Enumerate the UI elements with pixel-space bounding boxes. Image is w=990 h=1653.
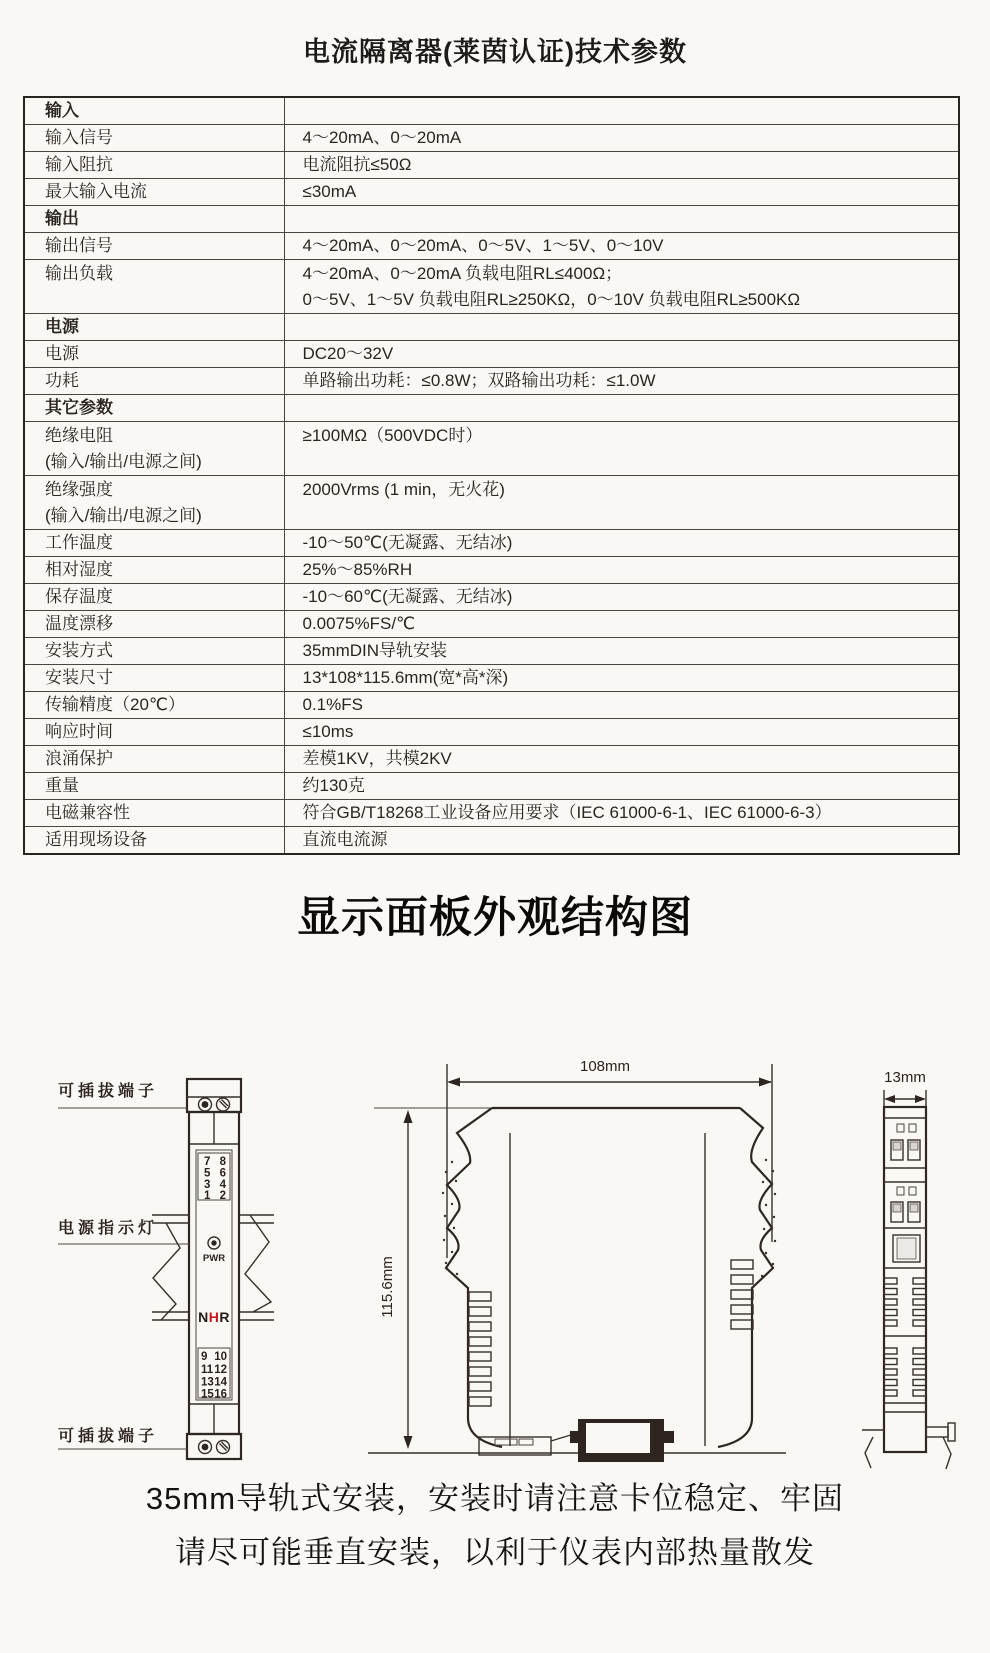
rail-break-right xyxy=(245,1215,271,1312)
spec-label: 输入 xyxy=(24,97,284,125)
table-row xyxy=(24,260,959,314)
callout-top-terminal: 可插拔端子 xyxy=(58,1083,159,1100)
terminal-screw-icon xyxy=(220,1444,227,1451)
terminal-number: 16 xyxy=(214,1388,227,1401)
table-row xyxy=(24,476,959,530)
spec-value: 2000Vrms (1 min，无火花) xyxy=(284,476,959,530)
spec-value: 25%～85%RH xyxy=(284,557,959,584)
vent-slats-right xyxy=(731,1260,753,1329)
terminal-number: 7 xyxy=(204,1156,211,1168)
spec-label: 电源 xyxy=(24,314,284,341)
module-body xyxy=(189,1112,239,1434)
terminal-number: 13 xyxy=(201,1376,214,1389)
table-row xyxy=(24,638,959,665)
terminal-number: 4 xyxy=(219,1179,226,1191)
terminal-number: 12 xyxy=(214,1364,227,1376)
spec-value xyxy=(284,260,959,314)
dimension-width xyxy=(447,1058,772,1258)
table-row xyxy=(24,368,959,395)
housing-profile xyxy=(442,1108,776,1447)
table-row xyxy=(24,179,959,206)
spec-label: 响应时间 xyxy=(24,719,284,746)
table-row xyxy=(24,584,959,611)
din-rail xyxy=(152,1215,274,1320)
power-led-icon xyxy=(211,1240,216,1245)
spec-label: 输出 xyxy=(24,206,284,233)
table-row xyxy=(24,341,959,368)
terminal-screw-icon xyxy=(202,1101,209,1108)
spec-value: 单路输出功耗：≤0.8W；双路输出功耗：≤1.0W xyxy=(284,368,959,395)
table-section-row xyxy=(24,206,959,233)
spec-value xyxy=(284,314,959,341)
rail-break-left xyxy=(153,1223,180,1320)
spec-table xyxy=(23,96,960,855)
terminal-number: 1 xyxy=(204,1190,211,1202)
structure-diagram xyxy=(0,1000,990,1480)
table-row xyxy=(24,665,959,692)
terminal-number: 3 xyxy=(204,1179,211,1191)
spec-label-line1: 绝缘强度 xyxy=(45,480,113,499)
dimension-height xyxy=(374,1108,492,1449)
spec-label: 相对湿度 xyxy=(24,557,284,584)
terminal-number: 10 xyxy=(214,1351,227,1363)
spec-label: 工作温度 xyxy=(24,530,284,557)
spec-label: 重量 xyxy=(24,773,284,800)
table-row xyxy=(24,827,959,855)
table-row xyxy=(24,422,959,476)
spec-label: 安装方式 xyxy=(24,638,284,665)
terminal-number: 15 xyxy=(201,1388,214,1401)
spec-label-line1: 绝缘电阻 xyxy=(45,426,113,445)
spec-value xyxy=(284,395,959,422)
spec-value: -10～60℃(无凝露、无结冰) xyxy=(284,584,959,611)
brand-r: R xyxy=(219,1309,230,1325)
end-vents-1 xyxy=(884,1278,926,1326)
spec-value: 35mmDIN导轨安装 xyxy=(284,638,959,665)
spec-value: DC20～32V xyxy=(284,341,959,368)
spec-label: 功耗 xyxy=(24,368,284,395)
brand-n: N xyxy=(198,1309,209,1325)
terminal-number: 9 xyxy=(201,1351,208,1363)
spec-label: 其它参数 xyxy=(24,395,284,422)
end-vents-2 xyxy=(884,1348,926,1396)
terminal-number: 2 xyxy=(219,1190,226,1202)
spec-value-line1: 4～20mA、0～20mA 负载电阻RL≤400Ω； xyxy=(302,264,623,283)
installation-note-line2: 请尽可能垂直安装，以利于仪表内部热量散发 xyxy=(175,1535,815,1570)
table-row xyxy=(24,692,959,719)
table-row xyxy=(24,611,959,638)
spec-label: 电磁兼容性 xyxy=(24,800,284,827)
spec-value-line2: 0～5V、1～5V 负载电阻RL≥250KΩ，0～10V 负载电阻RL≥500KΩ xyxy=(302,290,801,309)
spec-label: 传输精度（20℃） xyxy=(24,692,284,719)
table-section-row xyxy=(24,395,959,422)
spec-label: 输入阻抗 xyxy=(24,152,284,179)
spec-label xyxy=(24,422,284,476)
table-row xyxy=(24,152,959,179)
side-view xyxy=(368,1058,786,1462)
table-row xyxy=(24,557,959,584)
table-row xyxy=(24,530,959,557)
spec-value: ≤10ms xyxy=(284,719,959,746)
spec-label: 温度漂移 xyxy=(24,611,284,638)
spec-value: 电流阻抗≤50Ω xyxy=(284,152,959,179)
terminal-screw-icon xyxy=(220,1101,227,1108)
spec-label: 保存温度 xyxy=(24,584,284,611)
terminal-numbers-top xyxy=(198,1153,230,1202)
spec-label: 适用现场设备 xyxy=(24,827,284,855)
terminal-number: 8 xyxy=(219,1156,226,1168)
brand-h: H xyxy=(208,1309,220,1325)
spec-value: 差模1KV，共模2KV xyxy=(284,746,959,773)
installation-note xyxy=(0,1472,990,1580)
spec-value: 0.0075%FS/℃ xyxy=(284,611,959,638)
spec-label: 输出信号 xyxy=(24,233,284,260)
callout-power-led: 电源指示灯 xyxy=(58,1220,159,1237)
end-rail-marks xyxy=(862,1423,955,1469)
table-row xyxy=(24,746,959,773)
spec-label: 最大输入电流 xyxy=(24,179,284,206)
structure-title: 显示面板外观结构图 xyxy=(297,894,693,942)
hatch-dots xyxy=(442,1159,776,1277)
spec-value: ≥100MΩ（500VDC时） xyxy=(284,422,959,476)
spec-label: 浪涌保护 xyxy=(24,746,284,773)
terminal-number: 5 xyxy=(204,1167,211,1180)
table-row xyxy=(24,233,959,260)
power-led xyxy=(203,1237,225,1264)
spec-value: ≤30mA xyxy=(284,179,959,206)
rail-clip-assembly xyxy=(368,1419,786,1462)
table-section-row xyxy=(24,97,959,125)
dim-width-label: 108mm xyxy=(579,1058,631,1075)
spec-value: 4～20mA、0～20mA xyxy=(284,125,959,152)
dim-depth-label: 13mm xyxy=(884,1069,926,1086)
table-row xyxy=(24,125,959,152)
spec-value: 直流电流源 xyxy=(284,827,959,855)
terminal-number: 6 xyxy=(219,1167,226,1180)
pwr-label: PWR xyxy=(202,1253,226,1264)
spec-label: 安装尺寸 xyxy=(24,665,284,692)
terminal-screw-icon xyxy=(202,1444,209,1451)
end-view xyxy=(862,1069,955,1469)
vent-slats-left xyxy=(469,1292,491,1406)
spec-label: 电源 xyxy=(24,341,284,368)
end-view-body xyxy=(884,1107,926,1452)
spec-label: 输出负载 xyxy=(24,260,284,314)
spec-value xyxy=(284,97,959,125)
spec-value: 符合GB/T18268工业设备应用要求（IEC 61000-6-1、IEC 61000-6-3） xyxy=(284,800,959,827)
front-view xyxy=(58,1079,274,1459)
table-section-row xyxy=(24,314,959,341)
dim-height-label: 115.6mm xyxy=(379,1256,396,1318)
spec-label xyxy=(24,476,284,530)
spec-value: 约130克 xyxy=(284,773,959,800)
table-row xyxy=(24,800,959,827)
spec-value: 0.1%FS xyxy=(284,692,959,719)
table-row xyxy=(24,719,959,746)
callout-bottom-terminal: 可插拔端子 xyxy=(58,1428,159,1445)
top-terminal-block xyxy=(187,1079,241,1112)
terminal-numbers-bottom xyxy=(198,1348,230,1401)
spec-value xyxy=(284,206,959,233)
spec-label-line2: (输入/输出/电源之间) xyxy=(45,506,202,525)
terminal-number: 11 xyxy=(201,1364,214,1376)
spec-value: 4～20mA、0～20mA、0～5V、1～5V、0～10V xyxy=(284,233,959,260)
spec-value: 13*108*115.6mm(宽*高*深) xyxy=(284,665,959,692)
spec-value: -10～50℃(无凝露、无结冰) xyxy=(284,530,959,557)
installation-note-line1: 35mm导轨式安装，安装时请注意卡位稳定、牢固 xyxy=(145,1481,845,1516)
table-row xyxy=(24,773,959,800)
bottom-terminal-block xyxy=(187,1434,241,1459)
dimension-depth xyxy=(884,1069,926,1107)
spec-label-line2: (输入/输出/电源之间) xyxy=(45,452,202,471)
brand-logo xyxy=(198,1309,230,1325)
terminal-number: 14 xyxy=(214,1376,227,1389)
page-title: 电流隔离器(莱茵认证)技术参数 xyxy=(303,37,687,67)
spec-label: 输入信号 xyxy=(24,125,284,152)
